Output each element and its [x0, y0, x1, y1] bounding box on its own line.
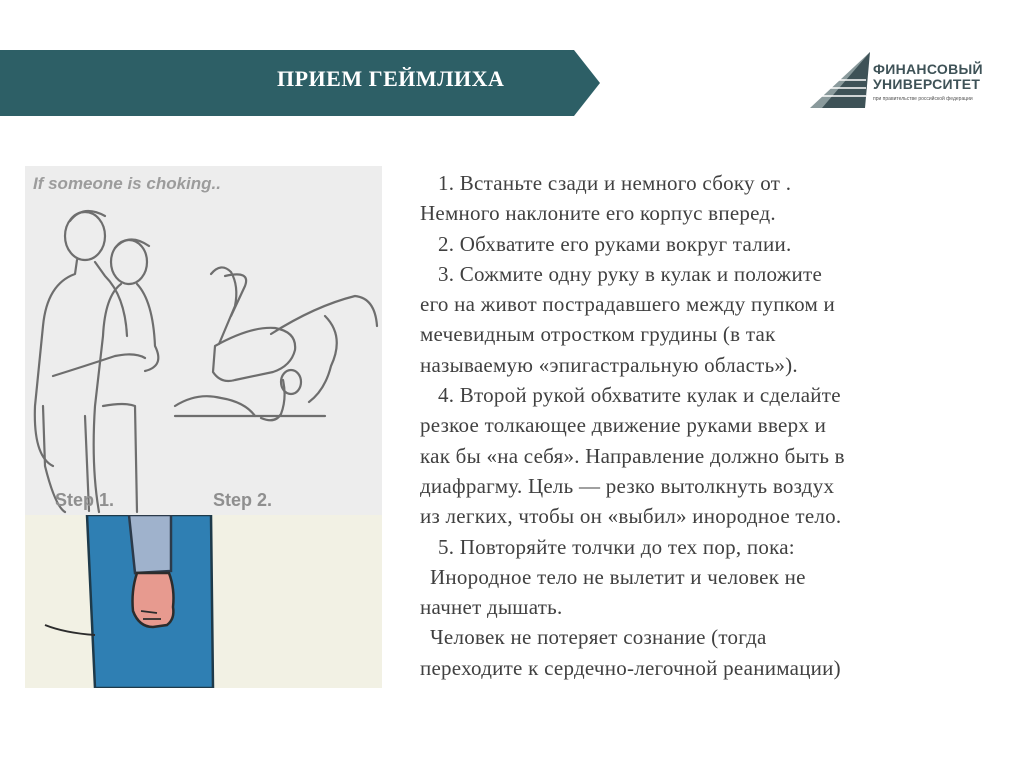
logo-emblem-icon: [810, 50, 874, 112]
heimlich-illustration: [25, 166, 382, 688]
instruction-line: переходите к сердечно-легочной реанимации): [420, 655, 841, 680]
instruction-line: из легких, чтобы он «выбил» инородное тело.: [420, 504, 842, 529]
step1-label: Step 1.: [55, 490, 115, 510]
illustration-bottom-panel: [25, 515, 382, 688]
instruction-line: резкое толкающее движение руками вверх и: [420, 413, 827, 438]
instruction-line: как бы «на себя». Направление должно быть в: [420, 443, 845, 468]
instruction-line: 4. Второй рукой обхватите кулак и сделайте: [438, 383, 841, 408]
instruction-line: называемую «эпигастральную область»).: [420, 352, 798, 377]
logo-subtitle: при правительстве российской федерации: [873, 96, 973, 102]
instruction-line: Немного наклоните его корпус вперед.: [420, 201, 776, 226]
page-title: ПРИЕМ ГЕЙМЛИХА: [277, 66, 505, 91]
instruction-line: 2. Обхватите его руками вокруг талии.: [438, 231, 792, 256]
instruction-line: начнет дышать.: [420, 595, 563, 620]
logo-line1: ФИНАНСОВЫЙ: [873, 61, 983, 77]
illustration-top-panel: [25, 166, 382, 515]
instruction-line: Инородное тело не вылетит и человек не: [430, 564, 806, 589]
fist-position-drawing: [25, 515, 382, 688]
illustration-caption: If someone is choking..: [33, 174, 221, 193]
instruction-line: 1. Встаньте сзади и немного сбоку от .: [438, 171, 792, 195]
instructions-text: [420, 168, 1015, 683]
instruction-line: Человек не потеряет сознание (тогда: [430, 625, 767, 650]
logo-text: [873, 62, 983, 92]
choking-figures-drawing: [25, 166, 382, 515]
instruction-line: 5. Повторяйте толчки до тех пор, пока:: [438, 534, 795, 559]
logo-line2: УНИВЕРСИТЕТ: [873, 76, 981, 92]
instruction-line: мечевидным отростком грудины (в так: [420, 322, 776, 347]
step2-label: Step 2.: [213, 490, 273, 510]
instruction-line: 3. Сожмите одну руку в кулак и положите: [438, 261, 823, 286]
instruction-line: диафрагму. Цель — резко вытолкнуть воздух: [420, 473, 835, 498]
instruction-line: его на живот пострадавшего между пупком и: [420, 292, 836, 317]
